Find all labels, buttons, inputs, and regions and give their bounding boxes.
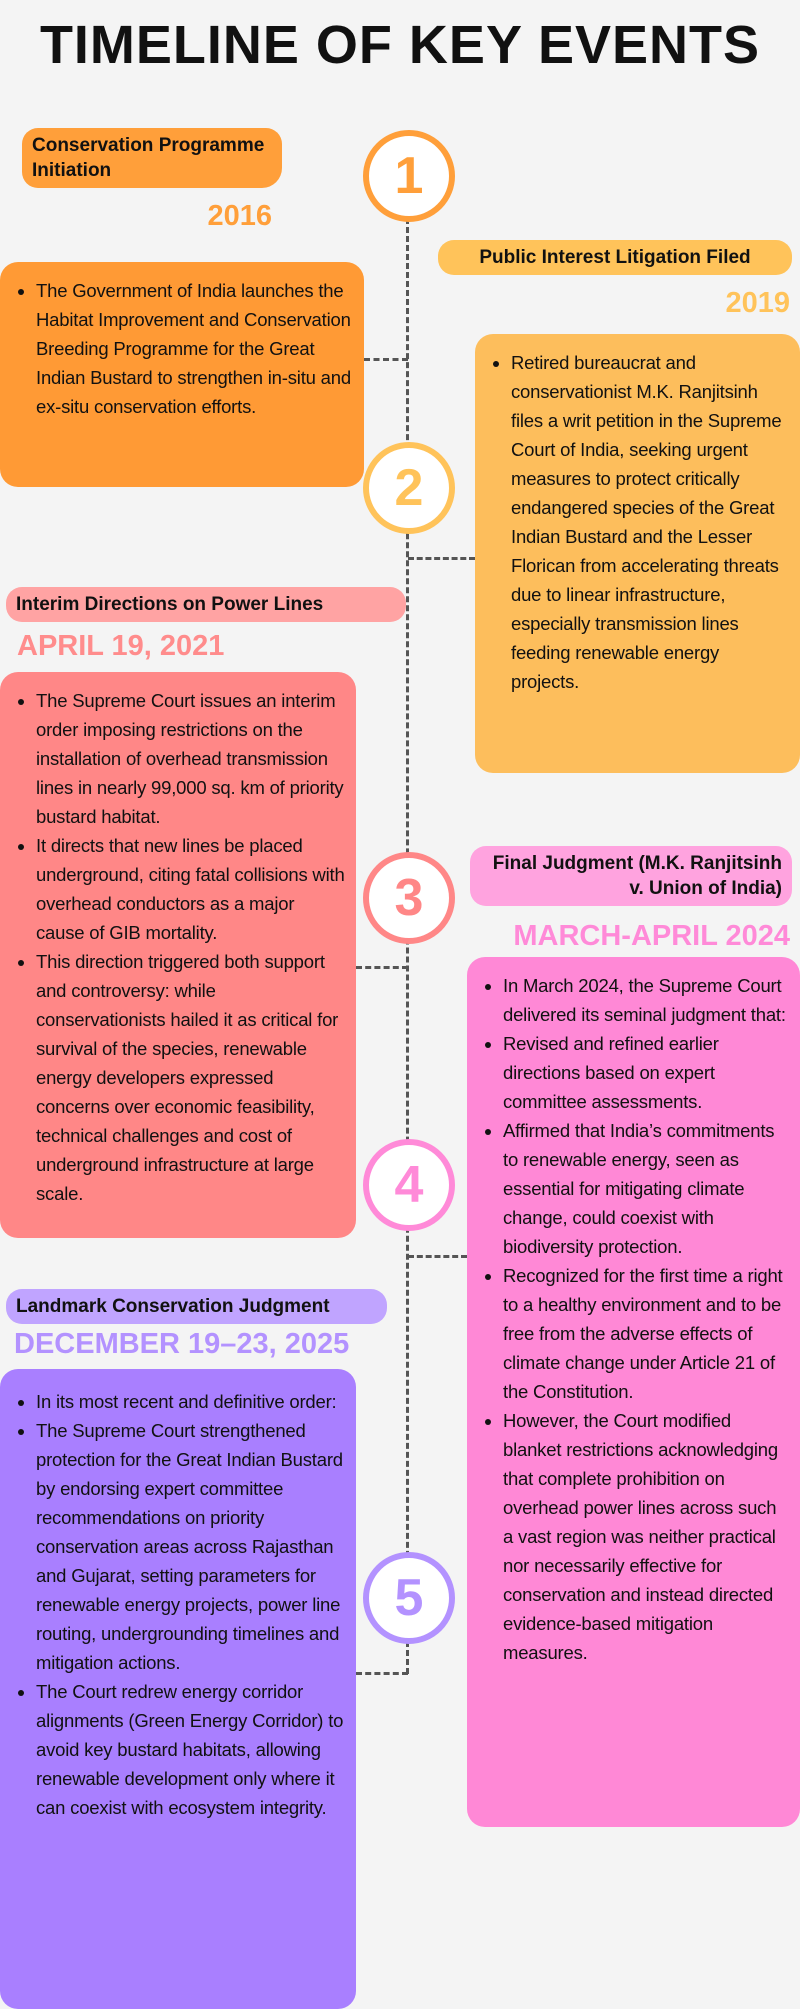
connector-3 [356,966,408,969]
step-3-circle: 3 [363,852,455,944]
event-4-bullet: • However, the Court modified blanket restrictions acknowledging that complete prohibition on overhead power lines across such a vast region was neither practical nor necessarily effective for conservation and instead directed evidence-based mitigation measures. [503,1406,790,1667]
event-1-badge: Conservation Programme Initiation [22,128,282,188]
step-5-circle: 5 [363,1552,455,1644]
event-3-bullet: • This direction triggered both support and controversy: while conservationists hailed it as critical for survival of the species, renewable energy developers expressed concerns over economic feasibility, technical challenges and cost of underground infrastructure at large scale. [36,947,346,1208]
event-4-box [467,957,800,1827]
step-2-circle: 2 [363,442,455,534]
event-3-bullet: • It directs that new lines be placed underground, citing fatal collisions with overhead conductors as a major cause of GIB mortality. [36,831,346,947]
event-4-bullet: • Recognized for the first time a right to a healthy environment and to be free from the adverse effects of climate change under Article 21 of the Constitution. [503,1261,790,1406]
connector-4 [408,1255,467,1258]
page-title: TIMELINE OF KEY EVENTS [39,15,761,75]
event-1-box [0,262,364,487]
connector-2 [408,557,475,560]
event-4-date: MARCH-APRIL 2024 [513,920,790,952]
event-4-bullet: • Affirmed that India’s commitments to renewable energy, seen as essential for mitigating climate change, could coexist with biodiversity protection. [503,1116,790,1261]
event-4-bullet: • In March 2024, the Supreme Court delivered its seminal judgment that: [503,971,790,1029]
timeline-line [406,218,409,1674]
event-4-bullet: • Revised and refined earlier directions based on expert committee assessments. [503,1029,790,1116]
event-2-date: 2019 [725,287,790,319]
step-1-circle: 1 [363,130,455,222]
event-5-badge: Landmark Conservation Judgment [6,1289,387,1324]
step-4-circle: 4 [363,1139,455,1231]
event-5-bullet: • The Supreme Court strengthened protection for the Great Indian Bustard by endorsing expert committee recommendations on priority conservation areas across Rajasthan and Gujarat, setting parameters for renewable energy projects, power line routing, undergrounding timelines and mitigation actions. [36,1416,346,1677]
event-5-box [0,1369,356,2009]
event-1-date: 2016 [207,200,272,232]
connector-1 [364,358,408,361]
event-3-bullet: • The Supreme Court issues an interim order imposing restrictions on the installation of overhead transmission lines in nearly 99,000 sq. km of priority bustard habitat. [36,686,346,831]
event-1-bullet: • The Government of India launches the Habitat Improvement and Conservation Breeding Programme for the Great Indian Bustard to strengthen in-situ and ex-situ conservation efforts. [36,276,354,421]
event-3-date: APRIL 19, 2021 [17,630,225,662]
connector-5 [356,1672,408,1675]
event-4-badge: Final Judgment (M.K. Ranjitsinh v. Union of India) [470,846,792,906]
event-5-date: DECEMBER 19–23, 2025 [14,1328,350,1360]
event-3-box [0,672,356,1238]
event-2-badge: Public Interest Litigation Filed [438,240,792,275]
event-2-bullet: • Retired bureaucrat and conservationist M.K. Ranjitsinh files a writ petition in the Supreme Court of India, seeking urgent measures to protect critically endangered species of the Great Indian Bustard and the Lesser Florican from accelerating threats due to linear infrastructure, especially transmission lines feeding renewable energy projects. [511,348,790,696]
event-5-bullet: • The Court redrew energy corridor alignments (Green Energy Corridor) to avoid key bustard habitats, allowing renewable development only where it can coexist with ecosystem integrity. [36,1677,346,1822]
event-5-bullet: • In its most recent and definitive order: [36,1387,346,1416]
event-3-badge: Interim Directions on Power Lines [6,587,406,622]
event-2-box [475,334,800,773]
